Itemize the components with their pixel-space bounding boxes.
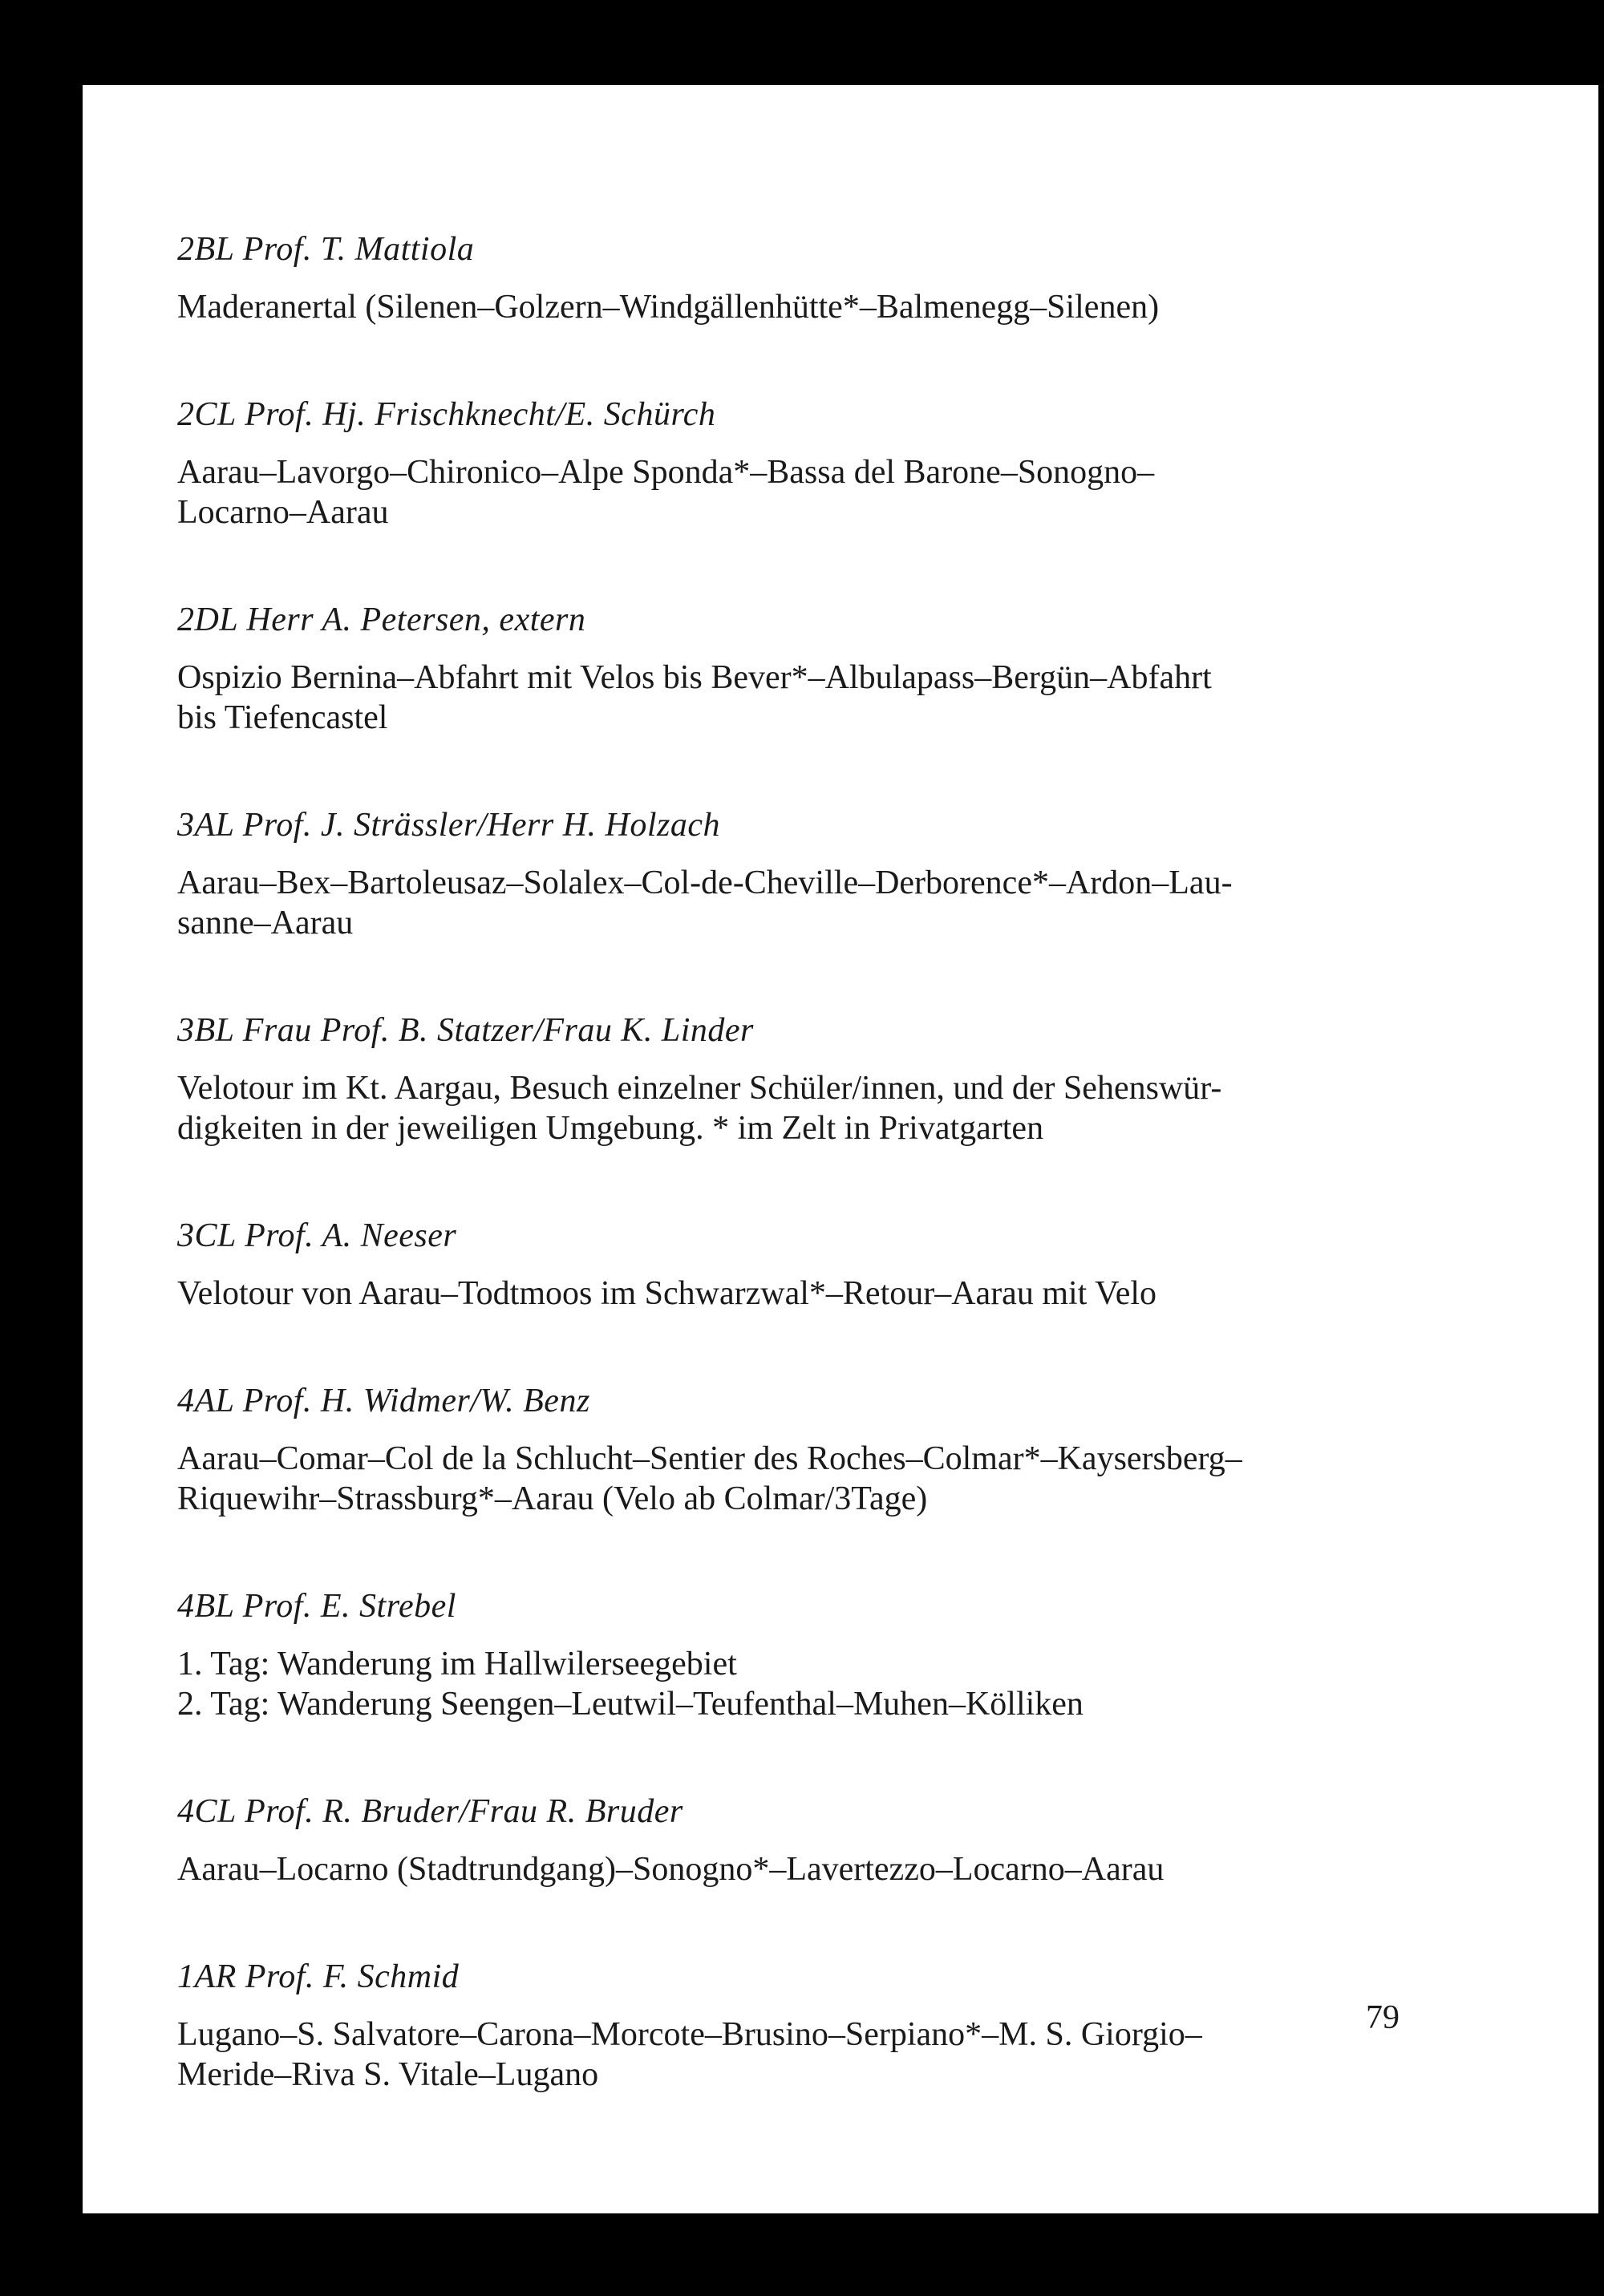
entry-heading: 2CL Prof. Hj. Frischknecht/E. Schürch (177, 396, 716, 433)
route-line: Ospizio Bernina–Abfahrt mit Velos bis Bever*–Albulapass–Bergün–Abfahrt (177, 659, 1212, 696)
entry-route (177, 1068, 1396, 1148)
route-line: Meride–Riva S. Vitale–Lugano (177, 2056, 599, 2093)
entry-heading: 2DL Herr A. Petersen, extern (177, 601, 586, 638)
entry-route (177, 658, 1396, 738)
route-line: bis Tiefencastel (177, 699, 388, 736)
entry-4cl (177, 1792, 1396, 1889)
entry-2bl (177, 229, 1396, 327)
entry-heading: 3AL Prof. J. Strässler/Herr H. Holzach (177, 807, 721, 844)
entry-route (177, 287, 1396, 327)
route-line: Locarno–Aarau (177, 494, 389, 531)
route-line: Velotour von Aarau–Todtmoos im Schwarzwal*–Retour–Aarau mit Velo (177, 1275, 1157, 1312)
route-line: Aarau–Comar–Col de la Schlucht–Sentier des Roches–Colmar*–Kaysersberg– (177, 1440, 1242, 1477)
entry-3bl (177, 1010, 1396, 1148)
entry-route (177, 1274, 1396, 1314)
route-line: Aarau–Lavorgo–Chironico–Alpe Sponda*–Bassa del Barone–Sonogno– (177, 454, 1155, 491)
entry-3al (177, 805, 1396, 943)
route-line: Aarau–Bex–Bartoleusaz–Solalex–Col-de-Cheville–Derborence*–Ardon–Lau- (177, 865, 1233, 901)
route-line: 2. Tag: Wanderung Seengen–Leutwil–Teufenthal–Muhen–Kölliken (177, 1686, 1084, 1723)
entry-heading: 4AL Prof. H. Widmer/W. Benz (177, 1383, 590, 1419)
entry-heading: 3BL Frau Prof. B. Statzer/Frau K. Linder (177, 1012, 754, 1049)
entry-2cl (177, 395, 1396, 532)
entry-route (177, 863, 1396, 943)
route-line: Aarau–Locarno (Stadtrundgang)–Sonogno*–Lavertezzo–Locarno–Aarau (177, 1851, 1165, 1888)
entry-2dl (177, 600, 1396, 738)
entry-1ar (177, 1957, 1396, 2095)
entries-list (177, 229, 1396, 2162)
entry-heading: 4CL Prof. R. Bruder/Frau R. Bruder (177, 1793, 683, 1830)
document-page (83, 85, 1598, 2213)
entry-heading: 4BL Prof. E. Strebel (177, 1588, 456, 1625)
route-line: sanne–Aarau (177, 905, 354, 941)
entry-route (177, 1644, 1396, 1724)
entry-heading: 1AR Prof. F. Schmid (177, 1958, 460, 1995)
entry-route (177, 1849, 1396, 1889)
route-line: Maderanertal (Silenen–Golzern–Windgällenhütte*–Balmenegg–Silenen) (177, 289, 1160, 326)
route-line: Velotour im Kt. Aargau, Besuch einzelner Schüler/innen, und der Sehenswür- (177, 1070, 1222, 1107)
entry-route (177, 1439, 1396, 1519)
route-line: digkeiten in der jeweiligen Umgebung. * im Zelt in Privatgarten (177, 1110, 1044, 1147)
entry-route (177, 452, 1396, 532)
route-line: 1. Tag: Wanderung im Hallwilerseegebiet (177, 1646, 737, 1683)
entry-3cl (177, 1216, 1396, 1314)
page-number: 79 (1366, 1999, 1399, 2036)
route-line: Riquewihr–Strassburg*–Aarau (Velo ab Colmar/3Tage) (177, 1480, 928, 1517)
entry-heading: 2BL Prof. T. Mattiola (177, 231, 475, 268)
entry-route (177, 2015, 1396, 2095)
entry-4bl (177, 1586, 1396, 1724)
route-line: Lugano–S. Salvatore–Carona–Morcote–Brusino–Serpiano*–M. S. Giorgio– (177, 2016, 1202, 2053)
entry-heading: 3CL Prof. A. Neeser (177, 1217, 457, 1254)
entry-4al (177, 1381, 1396, 1519)
